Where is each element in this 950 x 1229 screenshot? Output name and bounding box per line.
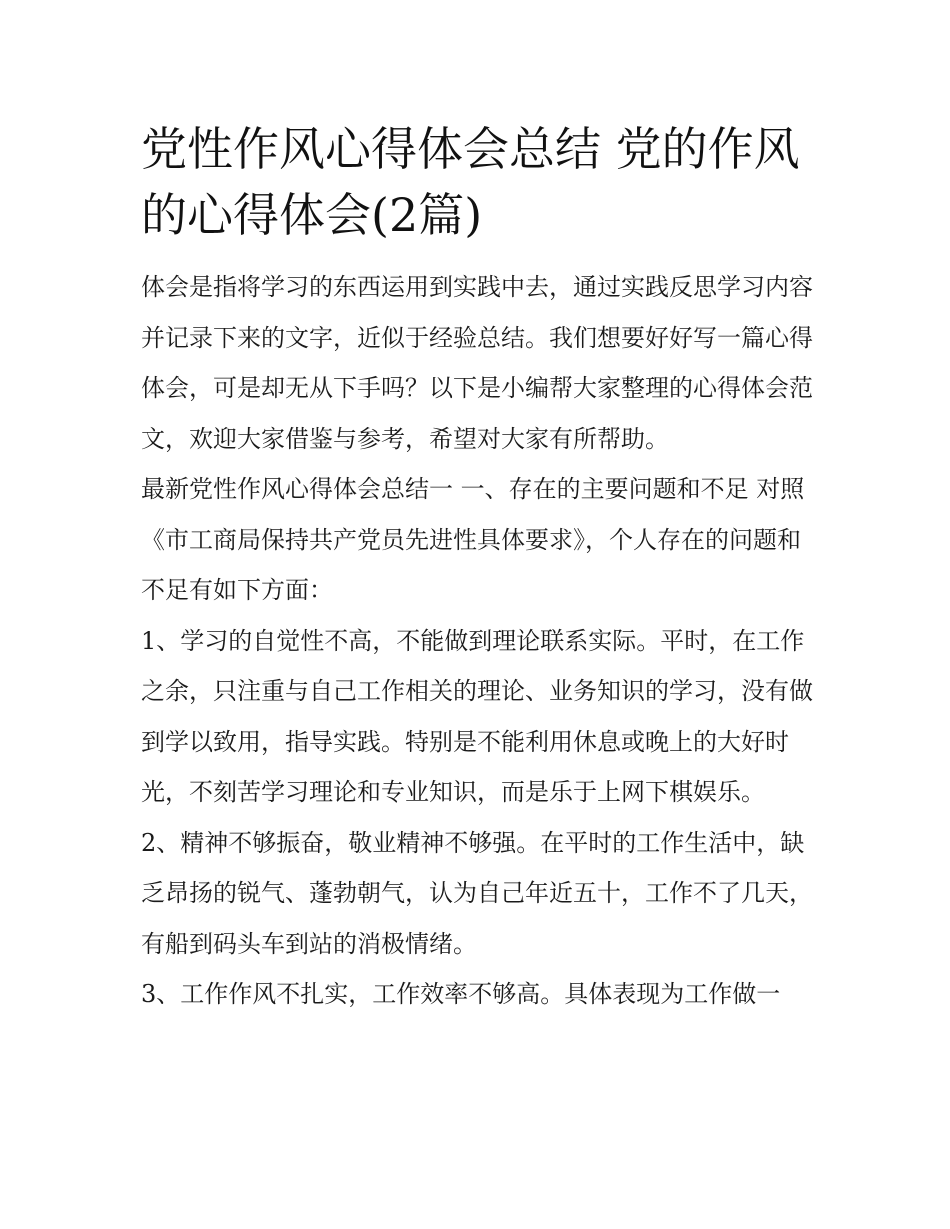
paragraph-issue-3: 3、工作作风不扎实，工作效率不够高。具体表现为工作做一	[141, 980, 781, 1008]
document-content	[141, 116, 813, 1020]
paragraph-issue-1: 1、学习的自觉性不高，不能做到理论联系实际。平时，在工作之余，只注重与自己工作相关的理论、业务知识的学习，没有做到学以致用，指导实践。特别是不能利用休息或晚上的大好时光，不刻苦学习理论和专业知识，而是乐于上网下棋娱乐。	[141, 626, 813, 806]
paragraph-issue-2: 2、精神不够振奋，敬业精神不够强。在平时的工作生活中，缺乏昂扬的锐气、蓬勃朝气，认为自己年近五十，工作不了几天，有船到码头车到站的消极情绪。	[141, 828, 813, 958]
paragraph-section-one: 最新党性作风心得体会总结一 一、存在的主要问题和不足 对照《市工商局保持共产党员先进性具体要求》，个人存在的问题和不足有如下方面：	[141, 475, 805, 604]
document-title: 党性作风心得体会总结 党的作风的心得体会(2篇)	[141, 122, 800, 242]
paragraph-intro: 体会是指将学习的东西运用到实践中去，通过实践反思学习内容并记录下来的文字，近似于经验总结。我们想要好好写一篇心得体会，可是却无从下手吗？以下是小编帮大家整理的心得体会范文，欢迎大家借鉴与参考，希望对大家有所帮助。	[141, 273, 813, 453]
